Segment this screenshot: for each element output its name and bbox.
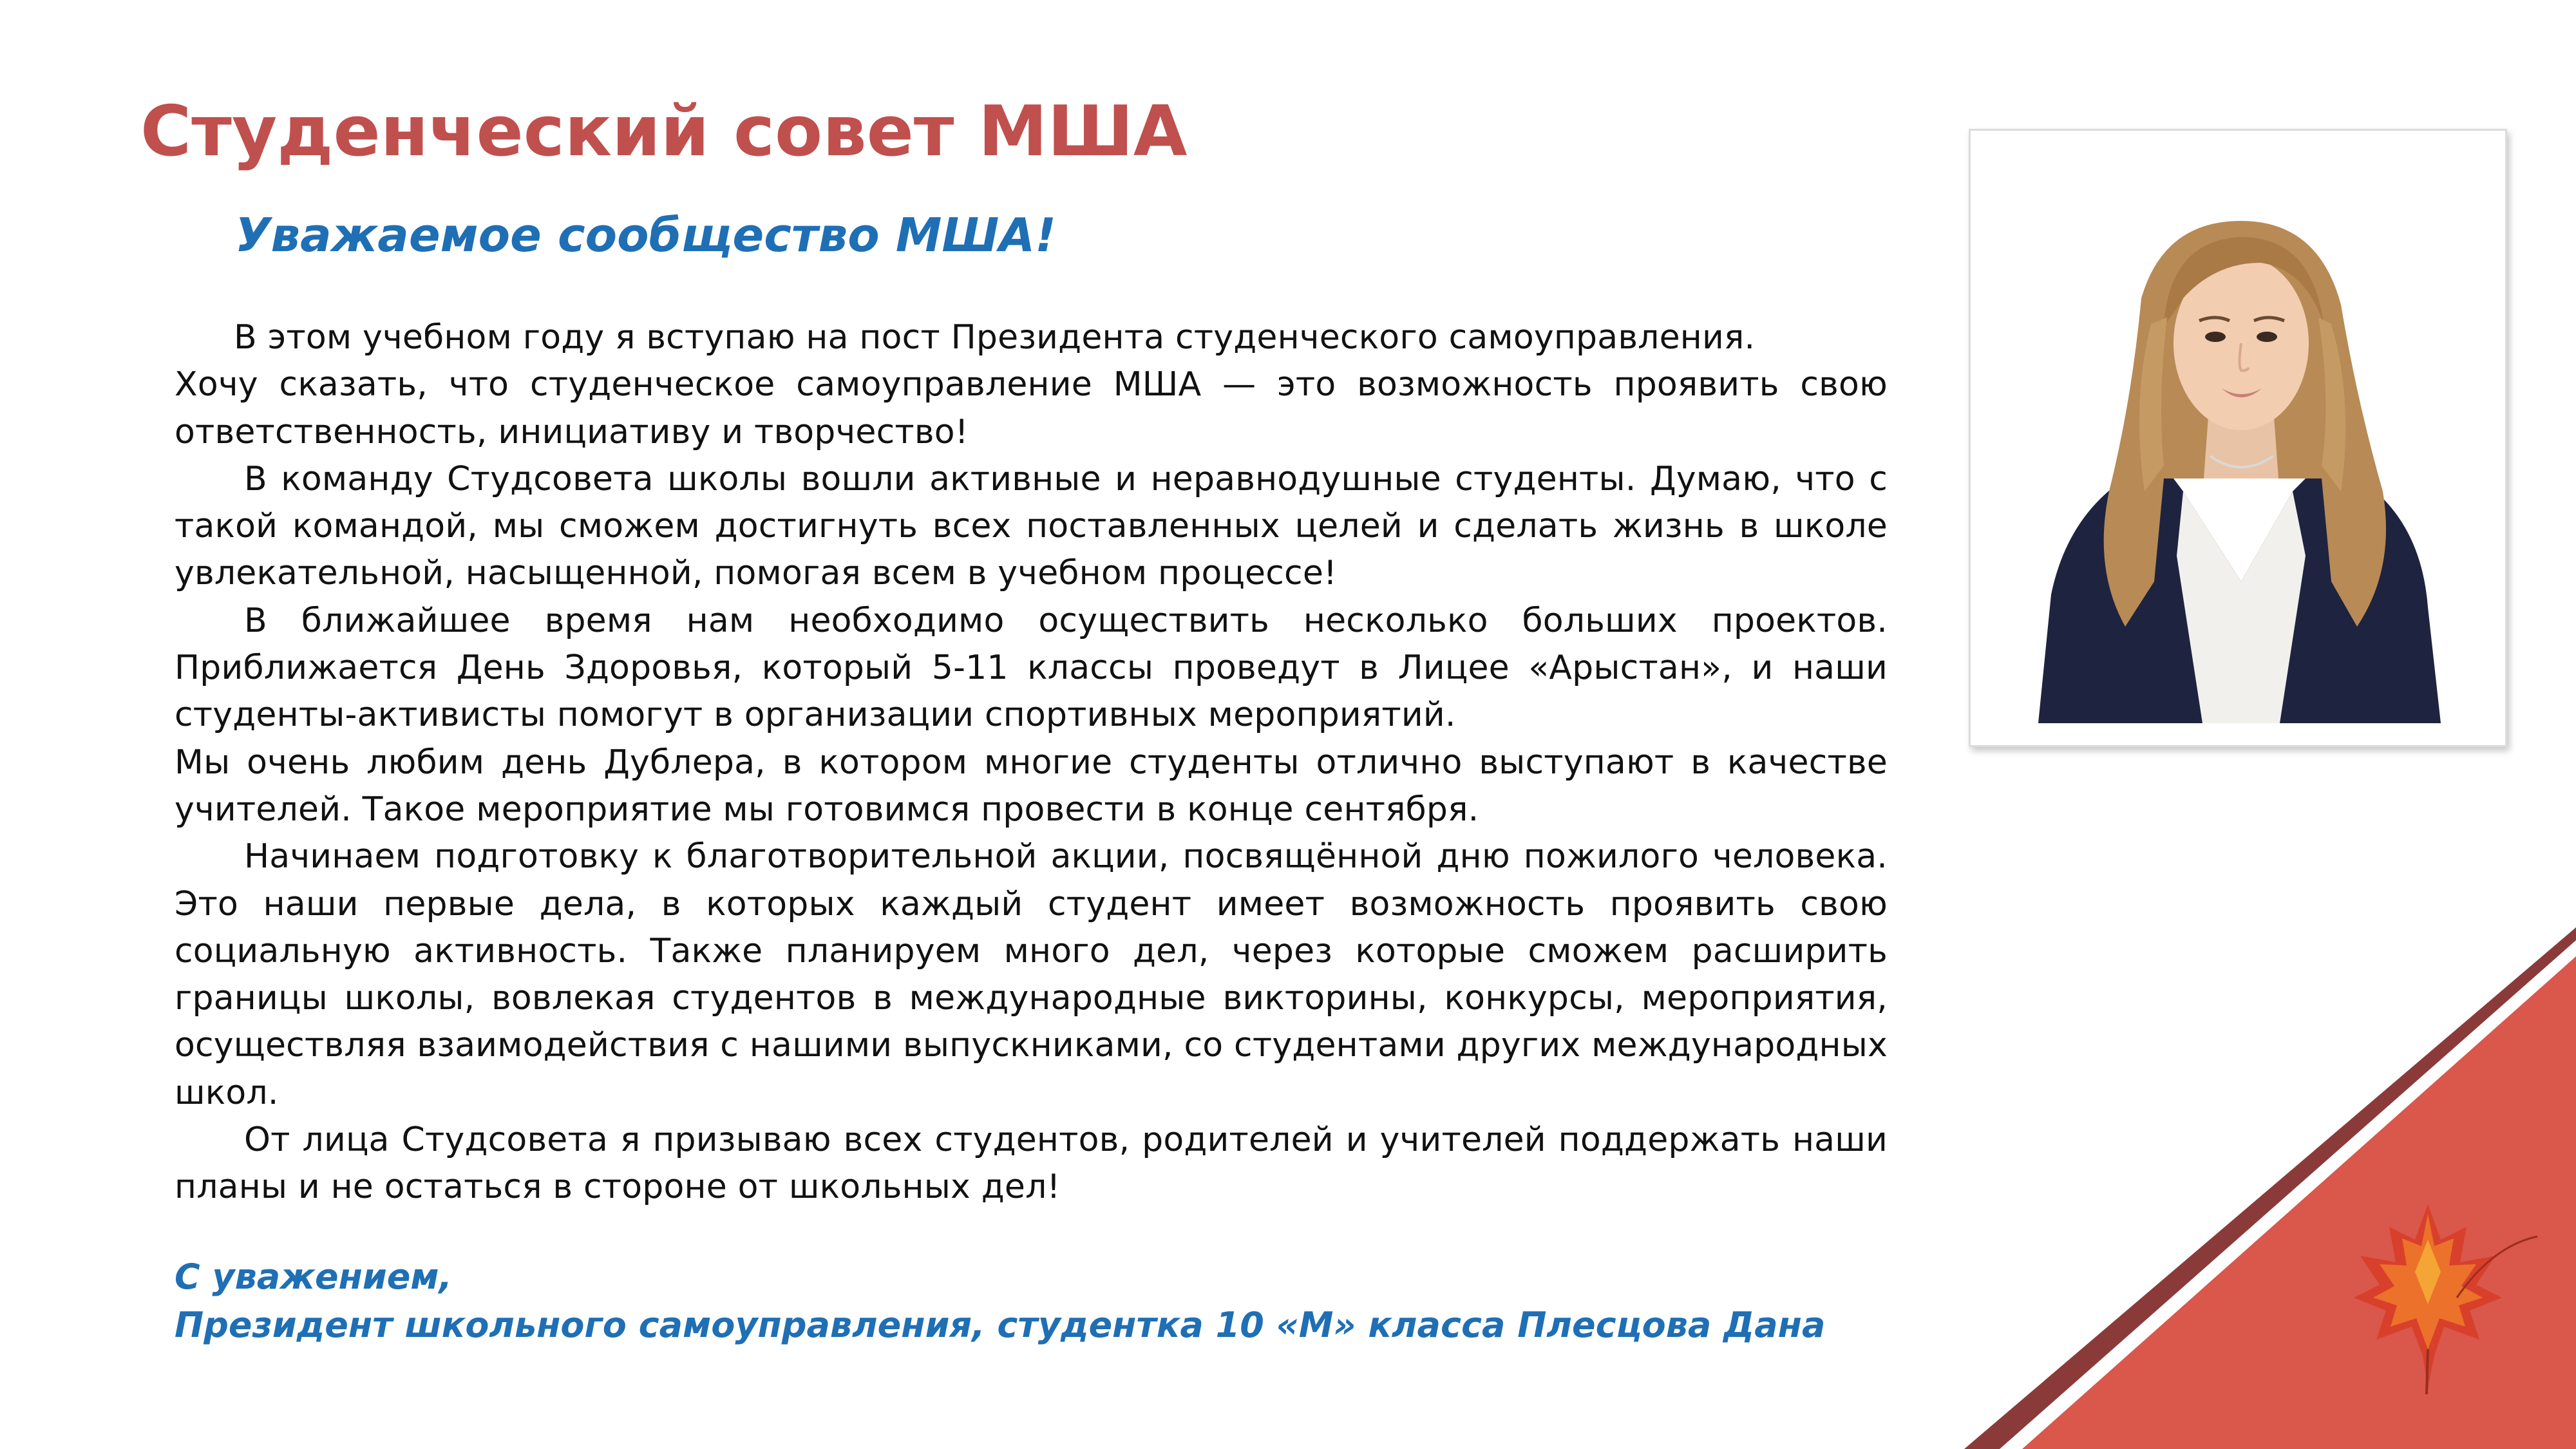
letter-body — [175, 314, 1888, 1211]
letter-paragraph: В этом учебном году я вступаю на пост Президента студенческого самоуправления. — [234, 318, 1756, 357]
signature-block — [175, 1253, 1825, 1349]
letter-paragraph: От лица Студсовета я призываю всех студентов, родителей и учителей поддержать наши планы и не остаться в стороне от школьных дел! — [175, 1121, 1888, 1207]
signature-closing: С уважением, — [175, 1256, 453, 1297]
portrait-photo-frame — [1969, 129, 2507, 747]
letter-paragraph: Мы очень любим день Дублера, в котором многие студенты отлично выступают в качестве учителей. Такое мероприятие мы готовимся провести в конце сентября. — [175, 743, 1888, 829]
letter-paragraph: Хочу сказать, что студенческое самоуправление МША — это возможность проявить свою ответственность, инициативу и творчество! — [175, 365, 1888, 451]
page-title: Студенческий совет МША — [140, 91, 1188, 172]
letter-paragraph: Начинаем подготовку к благотворительной акции, посвящённой дню пожилого человека. Это наши первые дела, в которых каждый студент имеет возможность проявить свою социальную активность. Также планируем много дел, через которые сможем расширить границы школы, вовлекая студентов в международные викторины, конкурсы, мероприятия, осуществляя взаимодействия с нашими выпускниками, со студентами других международных школ. — [175, 837, 1888, 1112]
corner-decoration — [1964, 927, 2576, 1449]
signature-author: Президент школьного самоуправления, студентка 10 «М» класса Плесцова Дана — [175, 1305, 1826, 1345]
greeting-heading: Уважаемое сообщество МША! — [235, 208, 1056, 262]
portrait-photo — [1971, 131, 2505, 745]
letter-paragraph: В команду Студсовета школы вошли активные и неравнодушные студенты. Думаю, что с такой командой, мы сможем достигнуть всех поставленных целей и сделать жизнь в школе увлекательной, насыщенной, помогая всем в учебном процессе! — [175, 459, 1888, 593]
letter-paragraph: В ближайшее время нам необходимо осуществить несколько больших проектов. Приближается День Здоровья, который 5-11 классы проведут в Лицее «Арыстан», и наши студенты-активисты помогут в организации спортивных мероприятий. — [175, 601, 1888, 735]
